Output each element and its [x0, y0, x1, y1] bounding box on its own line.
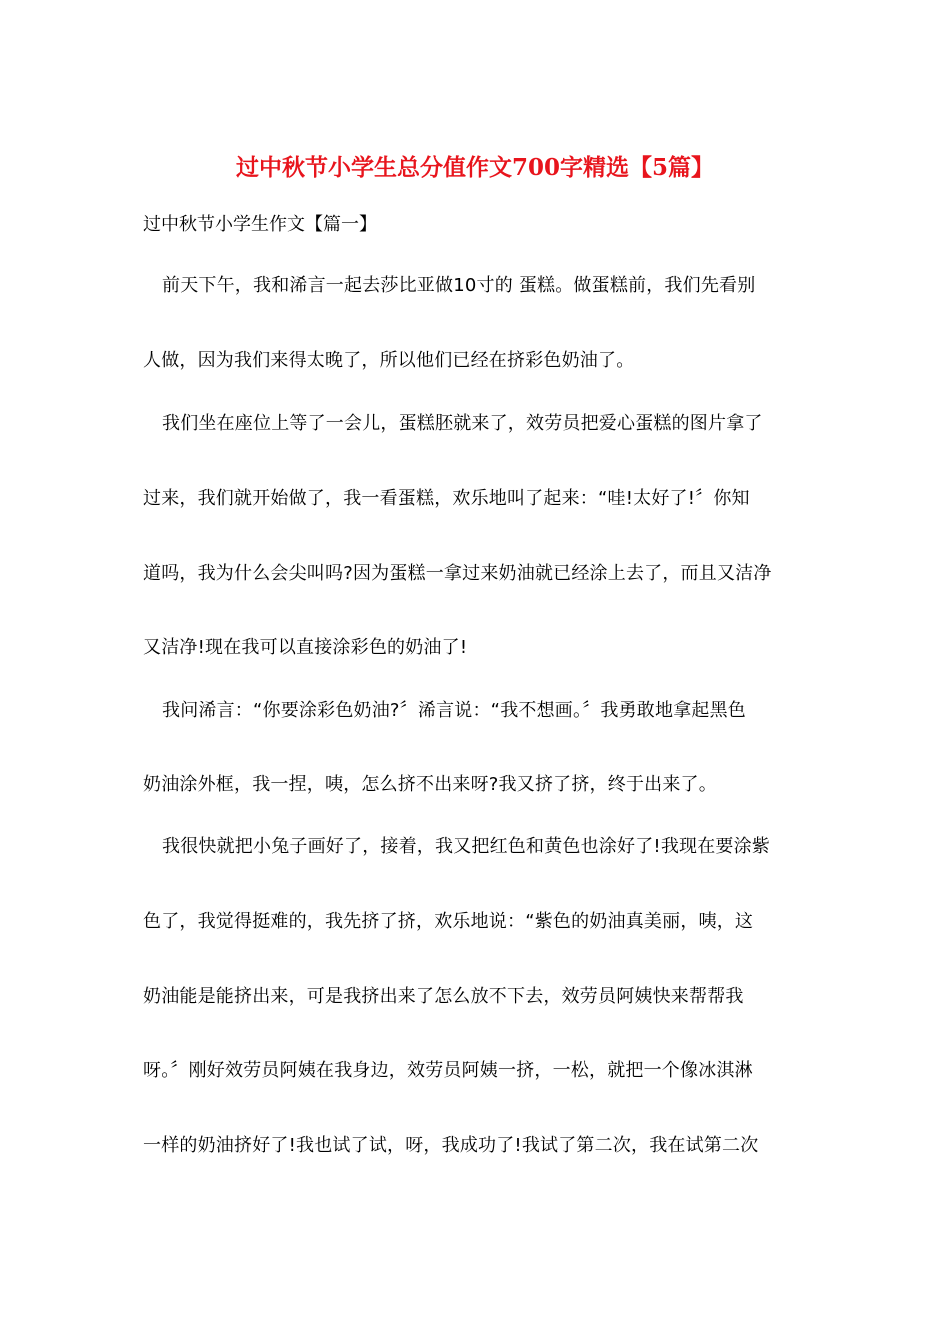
- body-line: 前天下午，我和浠言一起去莎比亚做10寸的 蛋糕。做蛋糕前，我们先看别: [162, 275, 756, 296]
- body-line: 色了，我觉得挺难的，我先挤了挤，欢乐地说：“紫色的奶油真美丽，咦，这: [143, 911, 754, 932]
- body-line: 我问浠言：“你要涂彩色奶油?〞浠言说：“我不想画。〞我勇敢地拿起黑色: [162, 700, 747, 721]
- body-line: 又洁净!现在我可以直接涂彩色的奶油了!: [143, 637, 468, 658]
- body-line: 一样的奶油挤好了!我也试了试，呀，我成功了!我试了第二次，我在试第二次: [143, 1135, 759, 1156]
- body-line: 我很快就把小兔子画好了，接着，我又把红色和黄色也涂好了!我现在要涂紫: [162, 836, 771, 857]
- body-line: 道吗，我为什么会尖叫吗?因为蛋糕一拿过来奶油就已经涂上去了，而且又洁净: [143, 563, 772, 584]
- document-title: 过中秋节小学生总分值作文700字精选【5篇】: [235, 154, 714, 181]
- body-line: 过来，我们就开始做了，我一看蛋糕，欢乐地叫了起来：“哇!太好了!〞你知: [143, 488, 750, 509]
- body-line: 奶油涂外框，我一捏，咦，怎么挤不出来呀?我又挤了挤，终于出来了。: [143, 774, 717, 795]
- body-line: 呀。〞刚好效劳员阿姨在我身边，效劳员阿姨一挤，一松，就把一个像冰淇淋: [143, 1060, 753, 1081]
- body-line: 人做，因为我们来得太晚了，所以他们已经在挤彩色奶油了。: [143, 350, 635, 371]
- section-heading: 过中秋节小学生作文【篇一】: [143, 214, 377, 235]
- body-line: 奶油能是能挤出来，可是我挤出来了怎么放不下去，效劳员阿姨快来帮帮我: [143, 986, 744, 1007]
- body-line: 我们坐在座位上等了一会儿，蛋糕胚就来了，效劳员把爱心蛋糕的图片拿了: [162, 413, 763, 434]
